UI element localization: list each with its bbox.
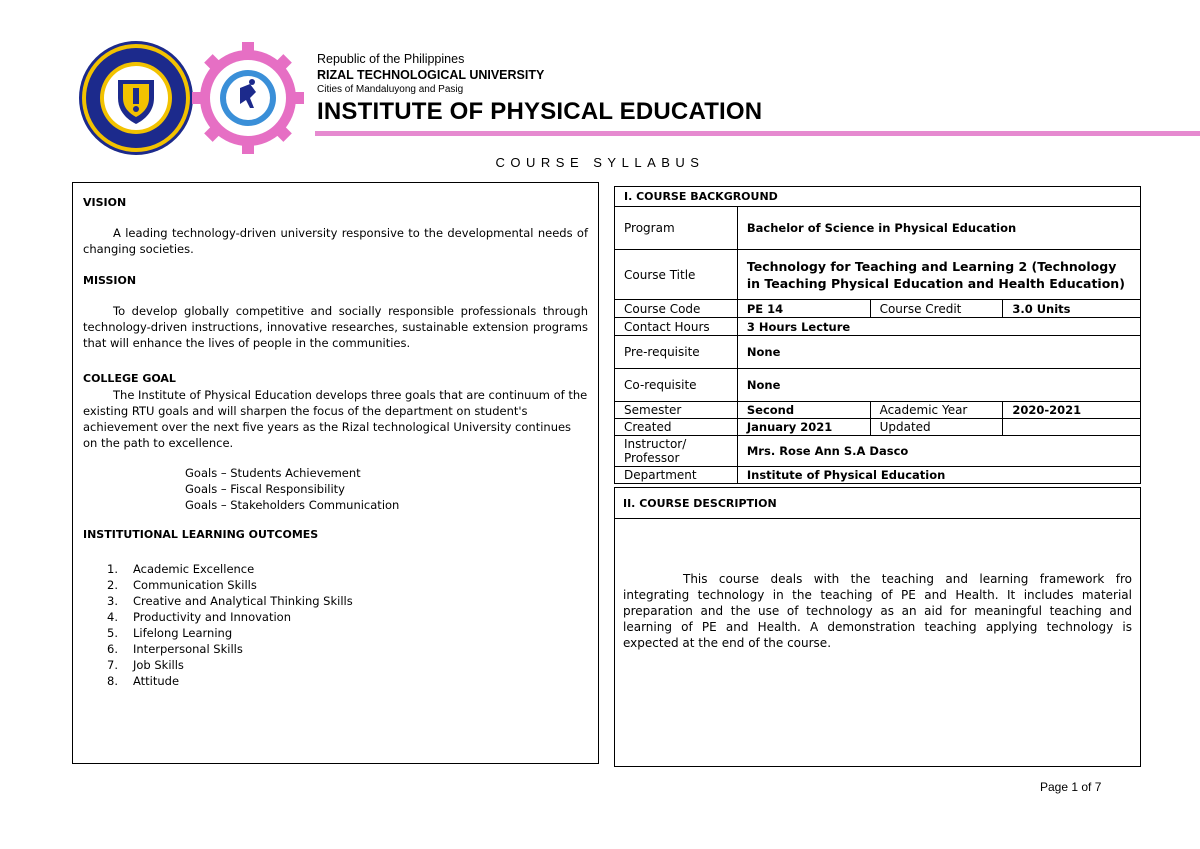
course-description-heading: II. COURSE DESCRIPTION <box>615 488 1140 519</box>
program-value: Bachelor of Science in Physical Education <box>737 207 1140 250</box>
college-goal-heading: COLLEGE GOAL <box>83 372 176 385</box>
instructor-label-line-2: Professor <box>624 451 680 465</box>
instructor-label-line-1: Instructor/ <box>624 437 687 451</box>
ipe-gear-logo <box>190 40 306 156</box>
mission-text: To develop globally competitive and socially responsible professionals through technology-driven instructions, innovative researches, sustainable extension programs that will enhance the lives of people in the communities. <box>83 304 588 350</box>
ilo-text: Communication Skills <box>133 578 257 592</box>
corequisite-value: None <box>737 369 1140 402</box>
instructor-label <box>615 436 738 467</box>
department-label: Department <box>615 467 738 484</box>
semester-value: Second <box>737 402 870 419</box>
department-value: Institute of Physical Education <box>737 467 1140 484</box>
course-background-table <box>614 186 1141 484</box>
university-name: RIZAL TECHNOLOGICAL UNIVERSITY <box>317 68 545 82</box>
academic-year-label: Academic Year <box>870 402 1003 419</box>
prerequisite-value: None <box>737 336 1140 369</box>
goals-list <box>83 465 588 513</box>
course-credit-value: 3.0 Units <box>1003 300 1141 318</box>
academic-year-value: 2020-2021 <box>1003 402 1141 419</box>
course-credit-label: Course Credit <box>870 300 1003 318</box>
updated-value <box>1003 419 1141 436</box>
document-title: COURSE SYLLABUS <box>495 155 705 170</box>
header-text-block <box>317 52 762 126</box>
semester-label: Semester <box>615 402 738 419</box>
ilo-number: 5. <box>107 626 118 640</box>
ilo-item <box>107 593 588 609</box>
republic-line: Republic of the Philippines <box>317 52 465 66</box>
ilo-number: 2. <box>107 578 118 592</box>
ilo-item <box>107 657 588 673</box>
course-description-text: This course deals with the teaching and learning framework fro integrating technology in the teaching of PE and Health. It includes material preparation and the use of technology as an aid for meaningful teaching and learning of PE and Health. A demonstration teaching applying technology is expected at the end of the course. <box>623 572 1132 650</box>
ilo-item <box>107 625 588 641</box>
course-code-label: Course Code <box>615 300 738 318</box>
created-value: January 2021 <box>737 419 870 436</box>
ilo-list <box>83 561 588 689</box>
ilo-item <box>107 673 588 689</box>
course-background-heading: I. COURSE BACKGROUND <box>615 187 1141 207</box>
ilo-number: 3. <box>107 594 118 608</box>
ilo-text: Job Skills <box>133 658 184 672</box>
goal-item: Goals – Fiscal Responsibility <box>185 482 345 496</box>
prerequisite-label: Pre-requisite <box>615 336 738 369</box>
updated-label: Updated <box>870 419 1003 436</box>
college-goal-text: The Institute of Physical Education develops three goals that are continuum of the existing RTU goals and will sharpen the focus of the department on student's achievement over the next five years as the Rizal technological University continues on the path to excellence. <box>83 388 588 450</box>
ilo-text: Productivity and Innovation <box>133 610 292 624</box>
ilo-item <box>107 577 588 593</box>
program-label: Program <box>615 207 738 250</box>
ilo-text: Lifelong Learning <box>133 626 233 640</box>
contact-hours-value: 3 Hours Lecture <box>737 318 1140 336</box>
cities-line: Cities of Mandaluyong and Pasig <box>317 84 464 95</box>
ilo-text: Interpersonal Skills <box>133 642 243 656</box>
header-divider <box>315 131 1200 136</box>
course-title-value: Technology for Teaching and Learning 2 (Technology in Teaching Physical Education and Health Education) <box>737 250 1140 300</box>
rtu-seal-logo <box>78 40 194 156</box>
ilo-number: 4. <box>107 610 118 624</box>
course-title-label: Course Title <box>615 250 738 300</box>
contact-hours-label: Contact Hours <box>615 318 738 336</box>
course-code-value: PE 14 <box>737 300 870 318</box>
vision-heading: VISION <box>83 196 127 209</box>
ilo-item <box>107 609 588 625</box>
vision-text: A leading technology-driven university responsive to the developmental needs of changing societies. <box>83 226 588 256</box>
goal-item: Goals – Students Achievement <box>185 466 361 480</box>
ilo-text: Attitude <box>133 674 180 688</box>
ilo-number: 8. <box>107 674 118 688</box>
instructor-value: Mrs. Rose Ann S.A Dasco <box>737 436 1140 467</box>
institute-title: INSTITUTE OF PHYSICAL EDUCATION <box>317 98 763 125</box>
ilo-item <box>107 561 588 577</box>
mission-heading: MISSION <box>83 274 137 287</box>
ilo-text: Academic Excellence <box>133 562 255 576</box>
corequisite-label: Co-requisite <box>615 369 738 402</box>
vision-mission-panel <box>72 182 599 764</box>
ilo-text: Creative and Analytical Thinking Skills <box>133 594 353 608</box>
ilo-number: 1. <box>107 562 118 576</box>
course-description-box <box>614 487 1141 767</box>
ilo-item <box>107 641 588 657</box>
ilo-number: 6. <box>107 642 118 656</box>
created-label: Created <box>615 419 738 436</box>
goal-item: Goals – Stakeholders Communication <box>185 498 400 512</box>
page-number: Page 1 of 7 <box>1040 780 1102 794</box>
ilo-heading: INSTITUTIONAL LEARNING OUTCOMES <box>83 528 319 541</box>
ilo-number: 7. <box>107 658 118 672</box>
